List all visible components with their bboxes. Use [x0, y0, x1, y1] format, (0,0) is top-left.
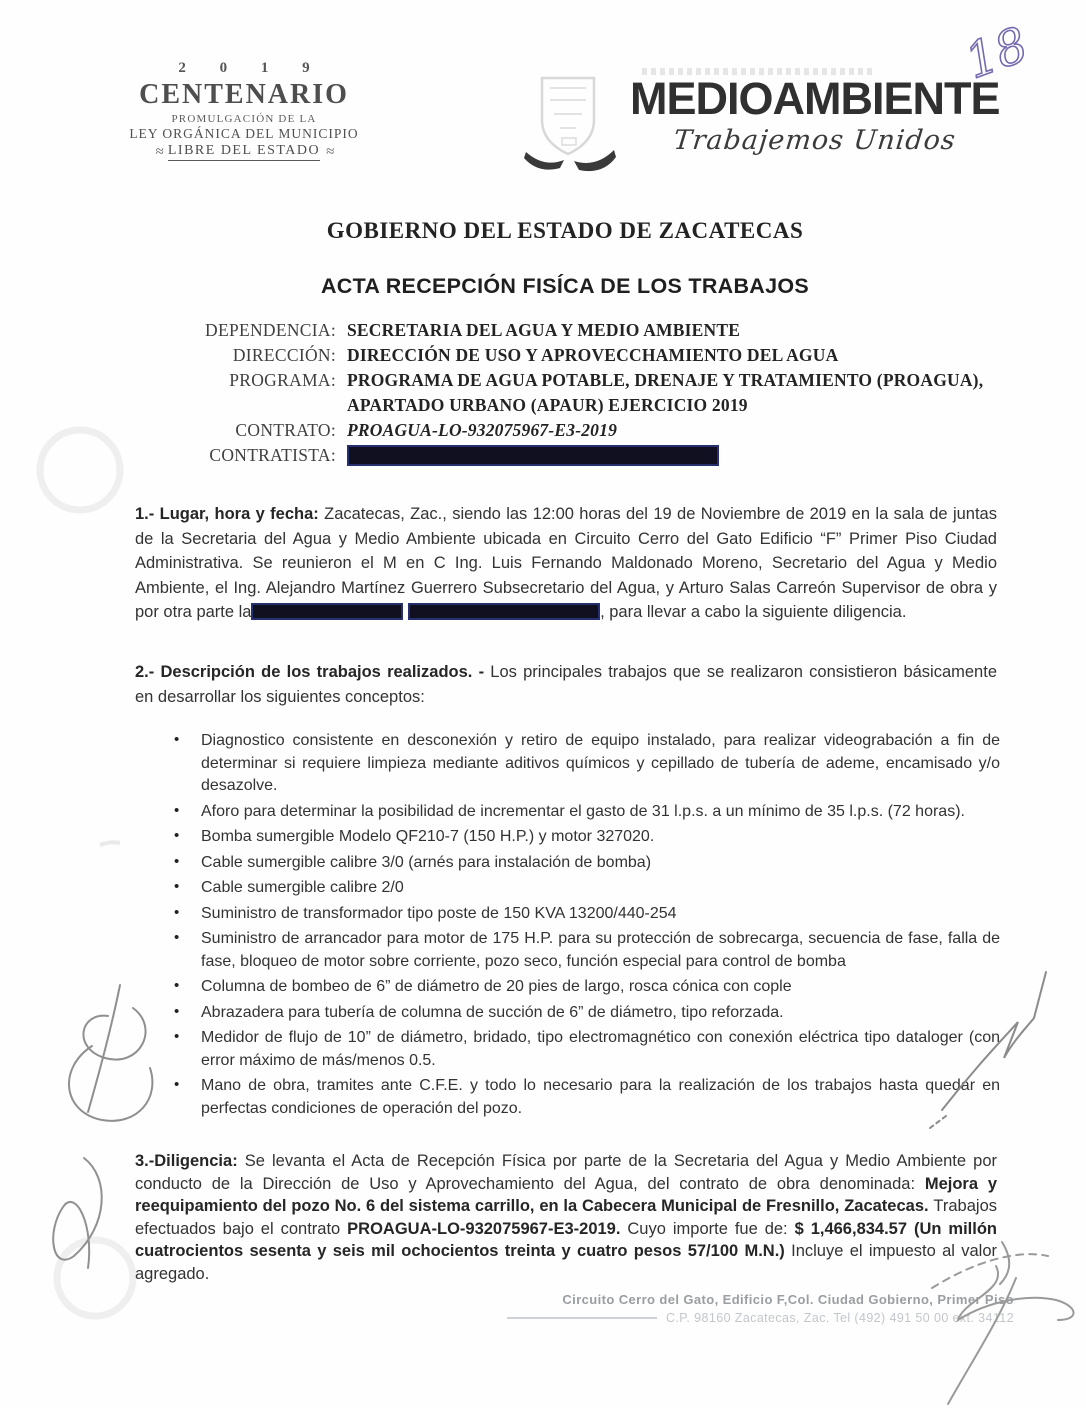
- margin-signature-p: [53, 1158, 102, 1268]
- text-segment: 1.- Lugar, hora y fecha:: [135, 505, 325, 523]
- footer-address-line2: [507, 1311, 1014, 1325]
- bullet-item: • Suministro de transformador tipo poste de 150 KVA 13200/440-254: [168, 903, 1000, 926]
- bullet-item: • Cable sumergible calibre 2/0: [168, 877, 1000, 900]
- crest-year: 2 0 1 9: [178, 60, 325, 76]
- wing-swoosh-icon: [574, 150, 616, 171]
- bullet-item: • Medidor de flujo de 10” de diámetro, bridado, tipo electromagnético con conexión eléctrica tipo dataloger (con error máximo de más/menos 0.5.: [168, 1027, 1000, 1072]
- crest-line3: LIBRE DEL ESTADO: [168, 143, 320, 161]
- state-shield-icon: [524, 70, 616, 178]
- bullet-item: • Bomba sumergible Modelo QF210-7 (150 H.P.) y motor 327020.: [168, 826, 1000, 849]
- text-segment: Se levanta el Acta de Recepción Física por parte de la Secretaria del Agua y Medio Ambiente por conducto de la Dirección de Uso y Aprovechamiento del Agua, del contrato de obra denominada:: [135, 1152, 997, 1193]
- text-segment: Los principales trabajos que se realizaron consistieron básicamente en desarrollar los siguientes conceptos:: [135, 663, 997, 706]
- government-title: GOBIERNO DEL ESTADO DE ZACATECAS: [326, 218, 804, 243]
- brand-tagline: Trabajemos Unidos: [672, 125, 958, 156]
- text-segment: Trabajos efectuados bajo el contrato: [135, 1197, 997, 1238]
- crest-line3-row: [116, 143, 372, 161]
- field-value: DIRECCIÓN DE USO Y APROVECCHAMIENTO DEL AGUA: [347, 345, 839, 365]
- faded-text-smudge: [642, 68, 872, 75]
- bullet-item: • Mano de obra, tramites ante C.F.E. y todo lo necesario para la realización de los trabajos hasta quedar en perfectas condiciones de operación del pozo.: [168, 1075, 1000, 1120]
- flourish-icon: ≈: [326, 143, 333, 160]
- redaction-bar: [347, 445, 719, 466]
- medioambiente-logo: [524, 66, 1044, 178]
- paragraph-1: [135, 502, 997, 625]
- footer-address-line2-text: C.P. 98160 Zacatecas, Zac. Tel (492) 491 50 00 ext. 34112: [665, 1311, 1014, 1325]
- paragraph-2: [135, 660, 997, 709]
- field-row: [118, 343, 984, 368]
- text-segment: Cuyo importe fue de:: [627, 1219, 795, 1238]
- field-row: [118, 443, 984, 469]
- footer-address-line1: Circuito Cerro del Gato, Edificio F,Col. Ciudad Gobierno, Primer Piso: [562, 1292, 1014, 1307]
- text-segment: PROAGUA-LO-932075967-E3-2019.: [347, 1219, 628, 1238]
- text-segment: 2.- Descripción de los trabajos realizados. -: [135, 663, 485, 681]
- bullet-item: • Abrazadera para tubería de columna de succión de 6” de diámetro, tipo reforzada.: [168, 1002, 1000, 1025]
- bullet-item: • Aforo para determinar la posibilidad de incrementar el gasto de 31 l.p.s. a un mínimo de 35 l.p.s. (72 horas).: [168, 801, 1000, 824]
- watermark-circle: [57, 1240, 133, 1316]
- paragraph-3: [135, 1150, 997, 1285]
- field-row: [118, 418, 984, 443]
- field-value: PROAGUA-LO-932075967-E3-2019: [347, 420, 618, 440]
- field-label: CONTRATISTA:: [209, 445, 336, 465]
- text-segment: $ 1,466,834.57 (Un millón cuatrocientos sesenta y seis mil ochocientos treinta y cuatro pesos 57/100 M.N.): [135, 1219, 997, 1260]
- redaction-bar: [408, 603, 600, 620]
- bullet-item: • Diagnostico consistente en desconexión y retiro de equipo instalado, para realizar videograbación a fin de determinar si requiere limpieza mediante aditivos químicos y cepillado de tubería de ademe, encamisado y/o desazolve.: [168, 730, 1000, 798]
- bullet-item: • Cable sumergible calibre 3/0 (arnés para instalación de bomba): [168, 852, 1000, 875]
- text-segment: Mejora y reequipamiento del pozo No. 6 del sistema carrillo, en la Cabecera Municipal de Fresnillo, Zacatecas.: [135, 1174, 997, 1215]
- field-label: DEPENDENCIA:: [205, 320, 336, 340]
- bullet-item: • Suministro de arrancador para motor de 175 H.P. para su protección de sobrecarga, secuencia de fase, falla de fase, bloqueo de motor sobre corriente, pozo seco, función especial para control de bomba: [168, 928, 1000, 973]
- flourish-icon: ≈: [155, 143, 162, 160]
- field-label: PROGRAMA:: [229, 370, 336, 390]
- field-value: [347, 443, 719, 469]
- field-row: [118, 318, 984, 343]
- text-segment: 3.-Diligencia:: [135, 1152, 245, 1170]
- handwritten-page-number: 18: [958, 16, 1035, 91]
- text-segment: , para llevar a cabo la siguiente diligencia.: [600, 603, 907, 621]
- crest-line1: PROMULGACIÓN DE LA: [171, 113, 317, 125]
- watermark-smudge: [100, 842, 120, 845]
- redaction-bar: [251, 603, 403, 620]
- footer-rule: [507, 1317, 657, 1319]
- watermark-circle: [40, 430, 120, 510]
- text-segment: Incluye el impuesto al valor agregado.: [135, 1242, 997, 1283]
- bullet-item: • Columna de bombeo de 6” de diámetro de 20 pies de largo, rosca cónica con cople: [168, 976, 1000, 999]
- field-value: PROGRAMA DE AGUA POTABLE, DRENAJE Y TRATAMIENTO (PROAGUA), APARTADO URBANO (APAUR) EJERCICIO 2019: [347, 370, 984, 415]
- field-value: SECRETARIA DEL AGUA Y MEDIO AMBIENTE: [347, 320, 741, 340]
- crest-line2: LEY ORGÁNICA DEL MUNICIPIO: [129, 126, 359, 141]
- field-label: DIRECCIÓN:: [232, 345, 336, 365]
- brand-wordmark: MEDIOAMBIENTE: [630, 73, 1000, 124]
- field-row: [118, 368, 984, 418]
- footer-address: [507, 1292, 1014, 1325]
- document-title: ACTA RECEPCIÓN FISÍCA DE LOS TRABAJOS: [320, 274, 810, 298]
- document-fields: [118, 318, 984, 469]
- crest-title: CENTENARIO: [139, 79, 349, 110]
- centenario-laurel-crest-icon: [116, 60, 372, 161]
- wing-swoosh-icon: [524, 152, 564, 170]
- text-segment: Zacatecas, Zac., siendo las 12:00 horas del 19 de Noviembre de 2019 en la sala de juntas de la Secretaria del Agua y Medio Ambiente ubicada en Circuito Cerro del Gato Edificio “F” Primer Piso Ciudad Administrativa. Se reunieron el M en C Ing. Luis Fernando Maldonado Moreno, Secretario del Agua y Medio Ambiente, el Ing. Alejandro Martínez Guerrero Subsecretario del Agua, y Arturo Salas Carreón Supervisor de obra y por otra parte la: [135, 505, 997, 621]
- work-concepts-list: [168, 730, 1000, 1123]
- field-label: CONTRATO:: [235, 420, 336, 440]
- margin-signature-loop: [69, 985, 152, 1121]
